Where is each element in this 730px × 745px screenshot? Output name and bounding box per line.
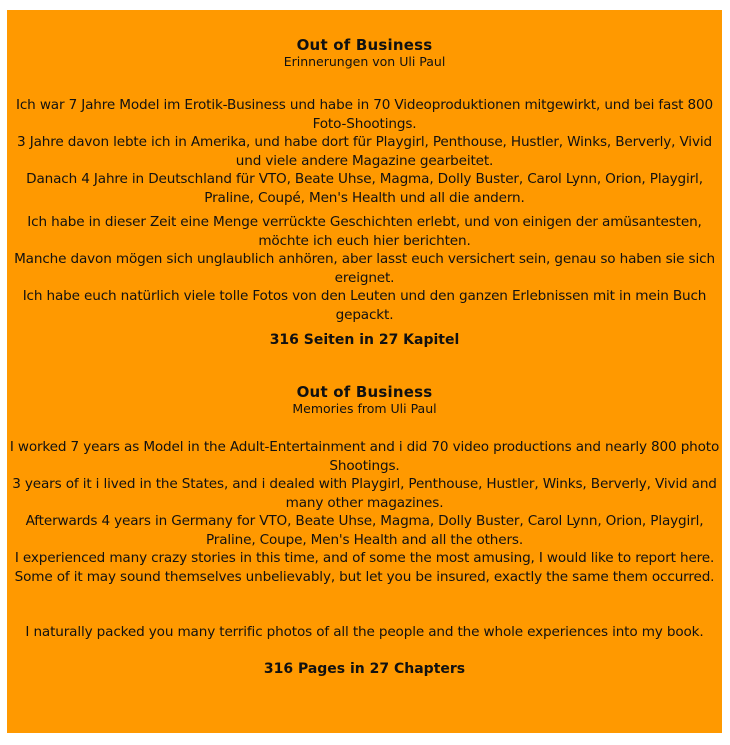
- english-p2-line-1: I naturally packed you many terrific photos of all the people and the whole experiences into my book.: [25, 624, 704, 640]
- german-p2-line-2: Manche davon mögen sich unglaublich anhören, aber lasst euch versichert sein, genau so haben sie sich ereignet.: [14, 251, 715, 286]
- german-subtitle: Erinnerungen von Uli Paul: [283, 54, 446, 69]
- german-title: Out of Business: [296, 36, 433, 54]
- english-p1-line-3: Afterwards 4 years in Germany for VTO, Beate Uhse, Magma, Dolly Buster, Carol Lynn, Orion, Playgirl, Praline, Coupe, Men's Health and all the others.: [25, 513, 704, 548]
- german-paragraph-1: [7, 96, 722, 207]
- german-p2-line-1: Ich habe in dieser Zeit eine Menge verrückte Geschichten erlebt, und von einigen der amüsantesten, möchte ich euch hier berichten.: [27, 214, 702, 249]
- german-paragraph-2: [7, 213, 722, 324]
- content-panel: [7, 10, 722, 733]
- english-page-count: 316 Pages in 27 Chapters: [263, 661, 466, 677]
- german-page-count: 316 Seiten in 27 Kapitel: [269, 332, 460, 348]
- german-p1-line-1: Ich war 7 Jahre Model im Erotik-Business und habe in 70 Videoproduktionen mitgewirkt, und bei fast 800 Foto-Shootings.: [16, 97, 713, 132]
- german-p1-line-3: Danach 4 Jahre in Deutschland für VTO, Beate Uhse, Magma, Dolly Buster, Carol Lynn, Orion, Playgirl, Praline, Coupé, Men's Health und all die andern.: [26, 171, 703, 206]
- english-p1-line-5: Some of it may sound themselves unbelievably, but let you be insured, exactly the same them occurred.: [14, 568, 715, 585]
- english-subtitle: Memories from Uli Paul: [292, 401, 437, 416]
- english-paragraph-1: [7, 438, 722, 586]
- english-p1-line-1: I worked 7 years as Model in the Adult-Entertainment and i did 70 video productions and nearly 800 photo Shootings.: [9, 439, 720, 474]
- english-p1-line-4: I experienced many crazy stories in this time, and of some the most amusing, I would like to report here.: [14, 550, 715, 566]
- german-p2-line-3: Ich habe euch natürlich viele tolle Fotos von den Leuten und den ganzen Erlebnissen mit in mein Buch gepackt.: [22, 288, 707, 323]
- english-paragraph-2: [7, 623, 722, 642]
- english-title: Out of Business: [296, 383, 433, 401]
- english-p1-line-2: 3 years of it i lived in the States, and i dealed with Playgirl, Penthouse, Hustler, Winks, Berverly, Vivid and many other magazines.: [12, 476, 717, 511]
- german-p1-line-2: 3 Jahre davon lebte ich in Amerika, und habe dort für Playgirl, Penthouse, Hustler, Winks, Berverly, Vivid und viele andere Magazine gearbeitet.: [17, 134, 712, 169]
